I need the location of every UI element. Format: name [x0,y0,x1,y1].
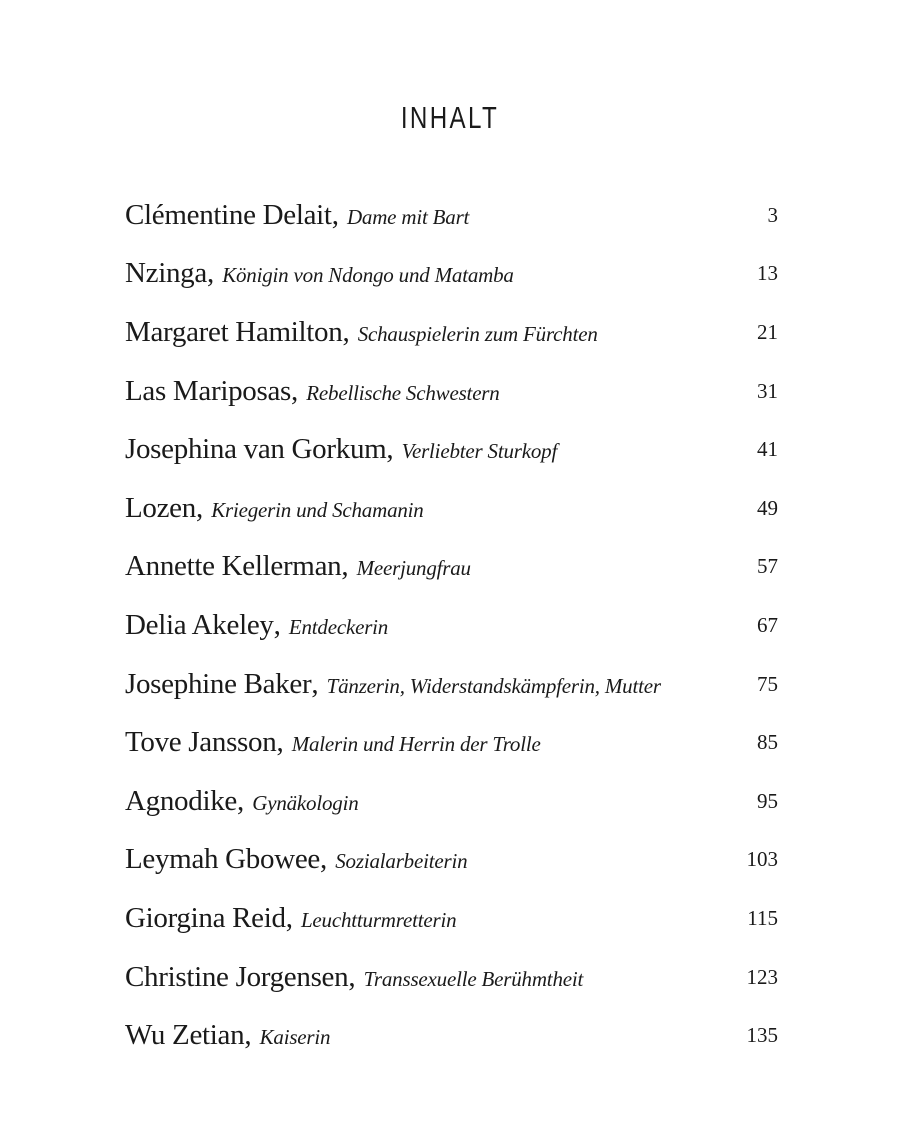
entry-name: Christine Jorgensen [125,960,349,993]
entry-description: Rebellische Schwestern [306,380,500,405]
entry-separator: , [311,667,319,700]
toc-entry [125,596,778,655]
toc-entry [125,362,778,421]
entry-text [125,492,424,525]
entry-page-number: 95 [757,788,778,813]
entry-name: Delia Akeley [125,608,274,641]
toc-entry [125,713,778,772]
entry-name: Clémentine Delait [125,198,332,231]
entry-text [125,726,541,759]
entry-text [125,961,583,994]
entry-text [125,316,598,349]
entry-page-number: 21 [757,319,778,344]
entry-description: Entdeckerin [288,614,389,639]
entry-name: Lozen [125,491,196,524]
entry-name: Josephina van Gorkum [125,433,387,466]
table-of-contents [125,186,778,1065]
entry-text [125,199,469,232]
entry-text [125,257,514,290]
entry-description: Dame mit Bart [346,204,470,229]
entry-description: Kaiserin [259,1025,331,1050]
entry-separator: , [276,726,284,759]
toc-entry [125,772,778,831]
entry-page-number: 123 [746,964,778,989]
entry-text [125,609,388,642]
entry-text [125,550,471,583]
entry-name: Las Mariposas [125,374,292,407]
entry-separator: , [285,901,293,934]
entry-description: Malerin und Herrin der Trolle [291,732,541,757]
toc-entry [125,948,778,1007]
toc-entry [125,655,778,714]
entry-page-number: 3 [767,202,778,227]
entry-page-number: 103 [746,847,778,872]
entry-description: Kriegerin und Schamanin [211,497,424,522]
entry-text [125,902,456,935]
entry-page-number: 41 [757,437,778,462]
entry-text [125,433,557,466]
entry-text [125,843,467,876]
entry-description: Königin von Ndongo und Matamba [222,263,514,288]
entry-description: Meerjungfrau [356,556,471,581]
entry-description: Sozialarbeiterin [335,849,468,874]
entry-name: Wu Zetian [125,1019,245,1052]
toc-entry [125,479,778,538]
entry-text [125,375,500,408]
entry-page-number: 13 [757,261,778,286]
entry-page-number: 67 [757,612,778,637]
entry-page-number: 135 [746,1023,778,1048]
entry-description: Verliebter Sturkopf [401,439,558,464]
entry-name: Nzinga [125,257,207,290]
entry-separator: , [331,198,339,231]
entry-separator: , [273,608,281,641]
entry-page-number: 85 [757,730,778,755]
entry-name: Josephine Baker [125,667,312,700]
entry-separator: , [341,550,349,583]
toc-entry [125,538,778,597]
entry-text [125,668,661,701]
toc-entry [125,420,778,479]
entry-description: Schauspielerin zum Fürchten [357,321,598,346]
entry-separator: , [195,491,204,524]
entry-name: Tove Jansson [125,726,277,759]
entry-page-number: 31 [757,378,778,403]
toc-entry [125,889,778,948]
entry-separator: , [291,374,299,407]
entry-page-number: 57 [757,554,778,579]
toc-entry [125,245,778,304]
entry-name: Agnodike [125,784,237,817]
toc-entry [125,831,778,890]
entry-separator: , [206,257,215,290]
entry-name: Annette Kellerman [125,550,342,583]
entry-name: Margaret Hamilton [125,315,343,348]
page-title: INHALT [400,100,500,135]
entry-separator: , [320,843,328,876]
entry-description: Leuchtturmretterin [300,907,457,932]
entry-text [125,785,359,818]
entry-separator: , [348,960,356,993]
entry-name: Leymah Gbowee [125,843,320,876]
entry-page-number: 75 [757,671,778,696]
entry-description: Transsexuelle Berühmtheit [363,966,584,991]
entry-separator: , [244,1019,252,1052]
entry-separator: , [386,433,394,466]
entry-separator: , [342,315,350,348]
entry-page-number: 115 [747,905,778,930]
entry-page-number: 49 [757,495,778,520]
entry-separator: , [236,784,245,817]
toc-entry [125,303,778,362]
toc-entry [125,186,778,245]
entry-name: Giorgina Reid [125,901,286,934]
entry-description: Tänzerin, Widerstandskämpferin, Mutter [326,673,661,698]
toc-entry [125,1006,778,1065]
entry-description: Gynäkologin [252,790,359,815]
entry-text [125,1019,330,1052]
